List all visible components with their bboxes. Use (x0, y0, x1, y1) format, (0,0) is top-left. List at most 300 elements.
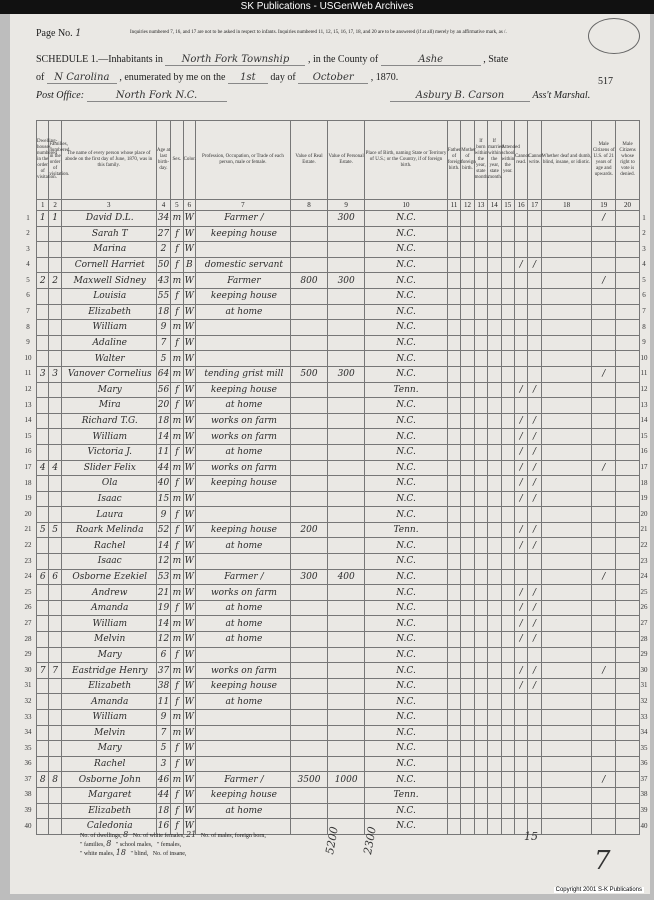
line-number: 26 (24, 603, 32, 612)
father-foreign-cell (447, 257, 460, 273)
birthplace-cell: N.C. (365, 429, 448, 445)
personal-estate-cell (328, 257, 365, 273)
citizen-cell: / (592, 569, 616, 585)
born-in-year-cell (474, 398, 487, 414)
birthplace-cell: N.C. (365, 211, 448, 227)
school-cell (501, 663, 514, 679)
dwelling-cell: 7 (37, 663, 49, 679)
sex-cell: f (171, 226, 183, 242)
archive-stamp (588, 18, 640, 54)
school-cell (501, 335, 514, 351)
dwelling-cell (37, 320, 49, 336)
cannot-read-cell: / (514, 413, 527, 429)
father-foreign-cell (447, 725, 460, 741)
column-number: 4 (156, 200, 170, 211)
cannot-write-cell: / (528, 522, 541, 538)
disability-cell (541, 413, 592, 429)
vote-denied-cell (616, 366, 640, 382)
column-number: 6 (183, 200, 195, 211)
birthplace-cell: N.C. (365, 725, 448, 741)
line-number: 29 (640, 650, 648, 659)
name-cell: Cornell Harriet (61, 257, 156, 273)
occupation-cell: at home (195, 803, 290, 819)
married-in-year-cell (488, 507, 501, 523)
vote-denied-cell (616, 741, 640, 757)
enumeration-day: 1st (228, 72, 268, 84)
dwelling-cell (37, 694, 49, 710)
school-cell (501, 226, 514, 242)
color-cell: W (183, 288, 195, 304)
column-header: Male Citizens of U.S. of 21 years of age and upwards. (592, 121, 616, 200)
name-cell: Rachel (61, 756, 156, 772)
mother-foreign-cell (461, 819, 474, 835)
cannot-write-cell (528, 398, 541, 414)
age-cell: 37 (156, 663, 170, 679)
real-estate-cell (290, 304, 327, 320)
sex-cell: f (171, 382, 183, 398)
line-number: 40 (640, 821, 648, 830)
mother-foreign-cell (461, 507, 474, 523)
born-in-year-cell (474, 647, 487, 663)
father-foreign-cell (447, 226, 460, 242)
school-cell (501, 366, 514, 382)
dwelling-cell (37, 600, 49, 616)
disability-cell (541, 585, 592, 601)
census-row (37, 725, 640, 741)
census-row (37, 366, 640, 382)
real-estate-cell (290, 803, 327, 819)
birthplace-cell: N.C. (365, 803, 448, 819)
cannot-read-cell (514, 772, 527, 788)
column-number: 20 (616, 200, 640, 211)
name-cell: Isaac (61, 491, 156, 507)
cannot-read-cell (514, 320, 527, 336)
census-row (37, 288, 640, 304)
occupation-cell: at home (195, 600, 290, 616)
name-cell: Melvin (61, 725, 156, 741)
vote-denied-cell (616, 647, 640, 663)
mother-foreign-cell (461, 725, 474, 741)
dwelling-cell (37, 538, 49, 554)
vote-denied-cell (616, 803, 640, 819)
blind-label: " blind, (130, 851, 149, 857)
age-cell: 7 (156, 725, 170, 741)
family-cell (49, 398, 61, 414)
age-cell: 5 (156, 741, 170, 757)
birthplace-cell: N.C. (365, 663, 448, 679)
birthplace-cell: N.C. (365, 444, 448, 460)
mother-foreign-cell (461, 787, 474, 803)
disability-cell (541, 460, 592, 476)
personal-estate-cell (328, 725, 365, 741)
dwelling-cell (37, 819, 49, 835)
census-row (37, 429, 640, 445)
disability-cell (541, 211, 592, 227)
father-foreign-cell (447, 242, 460, 258)
father-foreign-cell (447, 569, 460, 585)
name-cell: Maxwell Sidney (61, 273, 156, 289)
line-number: 29 (24, 650, 32, 659)
cannot-write-cell (528, 787, 541, 803)
census-row (37, 242, 640, 258)
marshal-name: Asbury B. Carson (390, 90, 530, 102)
school-cell (501, 819, 514, 835)
married-in-year-cell (488, 273, 501, 289)
line-number: 13 (24, 400, 32, 409)
personal-estate-cell (328, 756, 365, 772)
family-cell (49, 538, 61, 554)
personal-estate-cell (328, 288, 365, 304)
census-row (37, 600, 640, 616)
real-estate-cell (290, 242, 327, 258)
family-cell (49, 491, 61, 507)
dwelling-cell (37, 616, 49, 632)
column-header: Dwelling-houses, numbered in the order of visitation. (37, 121, 49, 200)
mother-foreign-cell (461, 351, 474, 367)
father-foreign-cell (447, 460, 460, 476)
cannot-write-cell (528, 351, 541, 367)
disability-cell (541, 725, 592, 741)
married-in-year-cell (488, 678, 501, 694)
birthplace-cell: N.C. (365, 710, 448, 726)
occupation-cell: at home (195, 398, 290, 414)
census-row (37, 632, 640, 648)
age-cell: 44 (156, 787, 170, 803)
born-in-year-cell (474, 226, 487, 242)
cannot-read-cell: / (514, 257, 527, 273)
sex-cell: m (171, 616, 183, 632)
sex-cell: f (171, 600, 183, 616)
cannot-write-cell: / (528, 413, 541, 429)
color-cell: W (183, 538, 195, 554)
school-cell (501, 585, 514, 601)
age-cell: 64 (156, 366, 170, 382)
occupation-cell (195, 741, 290, 757)
married-in-year-cell (488, 585, 501, 601)
real-estate-cell: 800 (290, 273, 327, 289)
born-in-year-cell (474, 585, 487, 601)
white-females-count: 21 (186, 830, 197, 839)
cannot-write-cell (528, 725, 541, 741)
line-number: 30 (640, 665, 648, 674)
disability-cell (541, 632, 592, 648)
personal-estate-cell (328, 242, 365, 258)
father-foreign-cell (447, 382, 460, 398)
census-row (37, 756, 640, 772)
personal-estate-cell (328, 226, 365, 242)
real-estate-cell (290, 678, 327, 694)
census-row (37, 382, 640, 398)
column-header: If married within the year, state month. (488, 121, 501, 200)
disability-cell (541, 398, 592, 414)
born-in-year-cell (474, 710, 487, 726)
real-estate-cell (290, 460, 327, 476)
cannot-write-cell (528, 320, 541, 336)
color-cell: W (183, 304, 195, 320)
line-number: 32 (24, 696, 32, 705)
cannot-read-cell (514, 273, 527, 289)
sex-cell: m (171, 710, 183, 726)
father-foreign-cell (447, 491, 460, 507)
married-in-year-cell (488, 725, 501, 741)
sex-cell: f (171, 538, 183, 554)
line-number: 34 (24, 728, 32, 737)
family-cell (49, 288, 61, 304)
vote-denied-cell (616, 413, 640, 429)
color-cell: W (183, 226, 195, 242)
dwelling-cell (37, 304, 49, 320)
disability-cell (541, 226, 592, 242)
cannot-read-cell (514, 507, 527, 523)
line-number: 34 (640, 728, 648, 737)
born-in-year-cell (474, 756, 487, 772)
vote-denied-cell (616, 694, 640, 710)
cannot-write-cell (528, 772, 541, 788)
born-in-year-cell (474, 787, 487, 803)
column-header: The name of every person whose place of abode on the first day of June, 1870, was in this family. (61, 121, 156, 200)
disability-cell (541, 756, 592, 772)
line-number: 32 (640, 696, 648, 705)
born-in-year-cell (474, 803, 487, 819)
birthplace-cell: N.C. (365, 507, 448, 523)
birthplace-cell: N.C. (365, 351, 448, 367)
real-estate-cell: 200 (290, 522, 327, 538)
census-row (37, 351, 640, 367)
age-cell: 14 (156, 538, 170, 554)
age-cell: 53 (156, 569, 170, 585)
cannot-write-cell: / (528, 382, 541, 398)
birthplace-cell: N.C. (365, 632, 448, 648)
vote-denied-cell (616, 585, 640, 601)
cannot-write-cell: / (528, 429, 541, 445)
color-cell: W (183, 507, 195, 523)
name-cell: Melvin (61, 632, 156, 648)
mother-foreign-cell (461, 772, 474, 788)
sex-cell: f (171, 694, 183, 710)
dwelling-cell: 4 (37, 460, 49, 476)
mother-foreign-cell (461, 678, 474, 694)
school-cell (501, 304, 514, 320)
family-cell (49, 694, 61, 710)
column-header: Attended school within the year. (501, 121, 514, 200)
born-in-year-cell (474, 663, 487, 679)
cannot-write-cell (528, 366, 541, 382)
married-in-year-cell (488, 756, 501, 772)
school-cell (501, 710, 514, 726)
sex-cell: f (171, 288, 183, 304)
line-number: 25 (640, 587, 648, 596)
born-in-year-cell (474, 694, 487, 710)
family-cell (49, 226, 61, 242)
school-cell (501, 429, 514, 445)
married-in-year-cell (488, 741, 501, 757)
cannot-write-cell (528, 741, 541, 757)
cannot-read-cell (514, 647, 527, 663)
name-cell: Mary (61, 647, 156, 663)
line-number: 33 (640, 712, 648, 721)
personal-estate-cell (328, 476, 365, 492)
personal-estate-cell: 1000 (328, 772, 365, 788)
cannot-read-cell (514, 304, 527, 320)
census-row (37, 585, 640, 601)
father-foreign-cell (447, 351, 460, 367)
dwelling-cell (37, 803, 49, 819)
age-cell: 9 (156, 320, 170, 336)
cannot-write-cell: / (528, 538, 541, 554)
column-header: Value of Personal Estate. (328, 121, 365, 200)
name-cell: Mira (61, 398, 156, 414)
married-in-year-cell (488, 382, 501, 398)
family-cell (49, 304, 61, 320)
father-foreign-cell (447, 694, 460, 710)
cannot-write-cell: / (528, 491, 541, 507)
enumeration-year: , 1870. (370, 72, 399, 83)
father-foreign-cell (447, 413, 460, 429)
cannot-write-cell: / (528, 460, 541, 476)
born-in-year-cell (474, 351, 487, 367)
citizen-cell (592, 819, 616, 835)
disability-cell (541, 335, 592, 351)
citizen-cell (592, 522, 616, 538)
name-cell: Eastridge Henry (61, 663, 156, 679)
line-number: 4 (642, 260, 646, 269)
line-number: 28 (24, 634, 32, 643)
age-cell: 2 (156, 242, 170, 258)
cannot-write-cell: / (528, 632, 541, 648)
color-cell: W (183, 803, 195, 819)
citizen-cell: / (592, 772, 616, 788)
vote-denied-cell (616, 756, 640, 772)
archive-banner: SK Publications - USGenWeb Archives (0, 0, 654, 14)
cannot-read-cell: / (514, 585, 527, 601)
cannot-read-cell: / (514, 444, 527, 460)
census-row (37, 554, 640, 570)
page-label: Page No. (36, 28, 73, 39)
color-cell: W (183, 491, 195, 507)
occupation-cell: keeping house (195, 678, 290, 694)
color-cell: W (183, 741, 195, 757)
personal-estate-cell (328, 554, 365, 570)
color-cell: W (183, 366, 195, 382)
name-cell: Elizabeth (61, 678, 156, 694)
occupation-cell: domestic servant (195, 257, 290, 273)
school-cell (501, 600, 514, 616)
line-number: 4 (26, 260, 30, 269)
line-number: 12 (640, 385, 648, 394)
sex-cell: m (171, 429, 183, 445)
color-cell: W (183, 460, 195, 476)
copyright-notice: Copyright 2001 S-K Publications (555, 887, 642, 893)
census-row (37, 460, 640, 476)
citizen-cell (592, 335, 616, 351)
real-estate-cell (290, 288, 327, 304)
mother-foreign-cell (461, 616, 474, 632)
real-estate-cell (290, 211, 327, 227)
disability-cell (541, 819, 592, 835)
mother-foreign-cell (461, 522, 474, 538)
cannot-write-cell (528, 211, 541, 227)
real-estate-cell (290, 226, 327, 242)
census-row (37, 538, 640, 554)
sex-cell: f (171, 819, 183, 835)
occupation-cell: Farmer / (195, 211, 290, 227)
birthplace-cell: N.C. (365, 538, 448, 554)
line-number: 39 (24, 806, 32, 815)
cannot-write-cell: / (528, 678, 541, 694)
line-number: 1 (642, 213, 646, 222)
citizen-cell (592, 741, 616, 757)
occupation-cell: keeping house (195, 288, 290, 304)
dwelling-cell: 5 (37, 522, 49, 538)
disability-cell (541, 242, 592, 258)
family-cell (49, 678, 61, 694)
occupation-cell (195, 507, 290, 523)
vote-denied-cell (616, 678, 640, 694)
cannot-write-cell (528, 710, 541, 726)
name-cell: Caledonia (61, 819, 156, 835)
school-cell (501, 538, 514, 554)
real-estate-cell (290, 725, 327, 741)
occupation-cell: works on farm (195, 429, 290, 445)
disability-cell (541, 554, 592, 570)
color-cell: W (183, 694, 195, 710)
real-estate-cell (290, 429, 327, 445)
color-cell: W (183, 600, 195, 616)
line-number: 18 (24, 478, 32, 487)
disability-cell (541, 803, 592, 819)
line-number: 23 (640, 556, 648, 565)
sex-cell: m (171, 569, 183, 585)
citizen-cell: / (592, 663, 616, 679)
family-cell (49, 507, 61, 523)
census-row (37, 663, 640, 679)
cannot-read-cell: / (514, 663, 527, 679)
born-in-year-cell (474, 444, 487, 460)
real-estate-cell (290, 382, 327, 398)
birthplace-cell: N.C. (365, 476, 448, 492)
sex-cell: m (171, 663, 183, 679)
disability-cell (541, 507, 592, 523)
census-row (37, 273, 640, 289)
cannot-write-cell: / (528, 600, 541, 616)
age-cell: 14 (156, 429, 170, 445)
citizen-cell (592, 288, 616, 304)
color-cell: W (183, 398, 195, 414)
line-number: 33 (24, 712, 32, 721)
census-row (37, 507, 640, 523)
line-number: 5 (642, 275, 646, 284)
born-in-year-cell (474, 819, 487, 835)
dwelling-cell (37, 741, 49, 757)
census-page (10, 14, 650, 894)
family-cell (49, 444, 61, 460)
age-cell: 55 (156, 288, 170, 304)
census-row (37, 803, 640, 819)
real-estate-cell (290, 257, 327, 273)
age-cell: 9 (156, 507, 170, 523)
real-estate-cell (290, 335, 327, 351)
disability-cell (541, 444, 592, 460)
name-cell: David D.L. (61, 211, 156, 227)
line-number: 15 (24, 431, 32, 440)
father-foreign-cell (447, 444, 460, 460)
line-number: 6 (26, 291, 30, 300)
sex-cell: m (171, 725, 183, 741)
occupation-cell (195, 756, 290, 772)
line-number: 10 (24, 353, 32, 362)
real-estate-cell (290, 632, 327, 648)
dwellings-count: 8 (123, 830, 129, 839)
